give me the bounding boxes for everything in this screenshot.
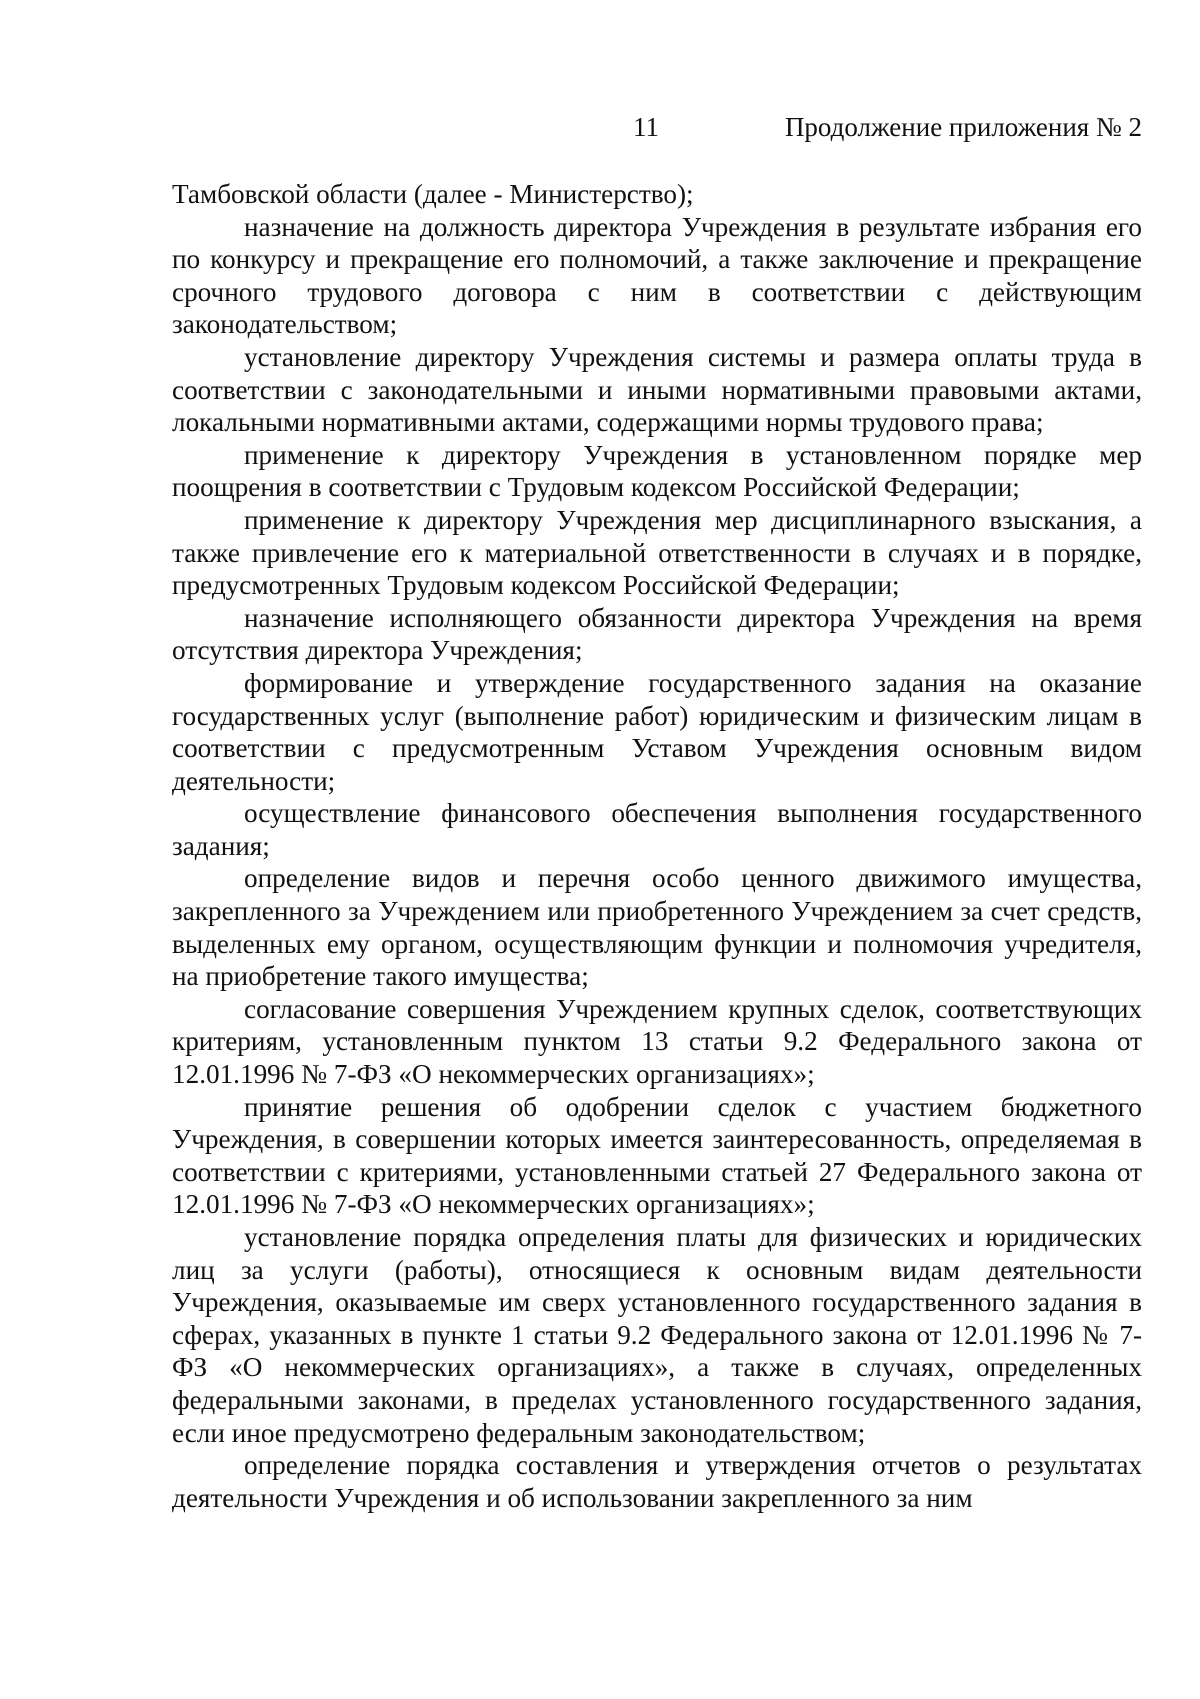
- page-number: 11: [633, 112, 659, 142]
- paragraph: назначение исполняющего обязанности директора Учреждения на время отсутствия директора Учреждения;: [172, 602, 1142, 666]
- paragraph: согласование совершения Учреждением крупных сделок, соответствующих критериям, установленным пунктом 13 статьи 9.2 Федерального закона от 12.01.1996 № 7-ФЗ «О некоммерческих организациях»;: [172, 993, 1142, 1090]
- paragraph: определение порядка составления и утверждения отчетов о результатах деятельности Учреждения и об использовании закрепленного за ним: [172, 1450, 1142, 1513]
- paragraph: формирование и утверждение государственного задания на оказание государственных услуг (выполнение работ) юридическим и физическим лицам в соответствии с предусмотренным Уставом Учреждения основным видом деятельности;: [172, 667, 1142, 796]
- paragraph: назначение на должность директора Учреждения в результате избрания его по конкурсу и прекращение его полномочий, а также заключение и прекращение срочного трудового договора с ним в соответствии с действующим законодательством;: [172, 211, 1142, 340]
- page-header: [172, 112, 1142, 152]
- paragraph: применение к директору Учреждения в установленном порядке мер поощрения в соответствии с Трудовым кодексом Российской Федерации;: [172, 439, 1142, 503]
- paragraph: установление директору Учреждения системы и размера оплаты труда в соответствии с законодательными и иными нормативными правовыми актами, локальными нормативными актами, содержащими нормы трудового права;: [172, 341, 1142, 438]
- paragraph: осуществление финансового обеспечения выполнения государственного задания;: [172, 798, 1142, 861]
- paragraph: принятие решения об одобрении сделок с участием бюджетного Учреждения, в совершении которых имеется заинтересованность, определяемая в соответствии с критериями, установленными статьей 27 Федерального закона от 12.01.1996 № 7-ФЗ «О некоммерческих организациях»;: [172, 1091, 1142, 1220]
- paragraph: определение видов и перечня особо ценного движимого имущества, закрепленного за Учреждением или приобретенного Учреждением за счет средств, выделенных ему органом, осуществляющим функции и полномочия учредителя, на приобретение такого имущества;: [172, 863, 1142, 992]
- document-body: [172, 178, 1142, 1514]
- paragraph-continuation: Тамбовской области (далее - Министерство);: [172, 179, 694, 209]
- paragraph: установление порядка определения платы для физических и юридических лиц за услуги (работы), относящиеся к основным видам деятельности Учреждения, оказываемые им сверх установленного государственного задания в сферах, указанных в пункте 1 статьи 9.2 Федерального закона от 12.01.1996 № 7-ФЗ «О некоммерческих организациях», а также в случаях, определенных федеральными законами, в пределах установленного государственного задания, если иное предусмотрено федеральным законодательством;: [172, 1222, 1142, 1448]
- paragraph: применение к директору Учреждения мер дисциплинарного взыскания, а также привлечение его к материальной ответственности в случаях и в порядке, предусмотренных Трудовым кодексом Российской Федерации;: [172, 504, 1142, 601]
- appendix-continuation-label: Продолжение приложения № 2: [784, 112, 1142, 142]
